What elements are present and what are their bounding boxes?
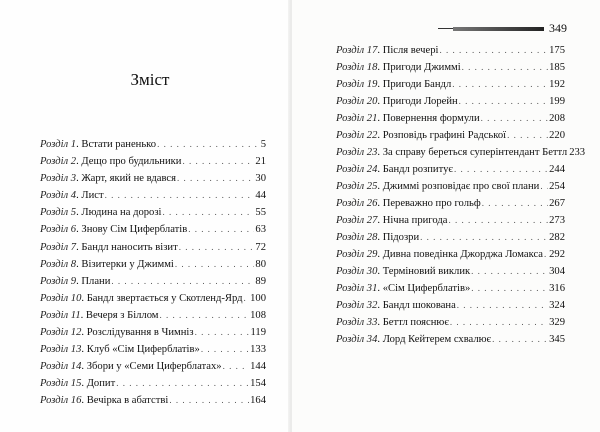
chapter-page-number: 72 [255, 241, 266, 253]
header-rule-thick [453, 27, 544, 31]
dot-leader [223, 358, 250, 375]
toc-entry [40, 392, 266, 409]
toc-entry [40, 256, 266, 273]
toc-entry [336, 297, 565, 314]
dot-leader [162, 204, 254, 221]
chapter-label: Розділ 13 [40, 344, 82, 356]
toc-list-right [336, 42, 586, 348]
dot-leader [544, 246, 548, 263]
toc-entry [40, 290, 266, 307]
chapter-page-number: 100 [250, 292, 266, 304]
toc-entry [336, 161, 565, 178]
toc-entry [336, 263, 565, 280]
contents-heading: Зміст [130, 70, 170, 89]
chapter-title: . Знову Сім Циферблатів [76, 224, 188, 236]
chapter-label: Розділ 12 [40, 327, 82, 339]
dot-leader [105, 187, 255, 204]
chapter-label: Розділ 11 [40, 309, 81, 321]
toc-entry [336, 212, 565, 229]
toc-entry [336, 178, 565, 195]
chapter-title: . Плани [76, 275, 111, 287]
toc-entry [40, 324, 266, 341]
dot-leader [462, 59, 548, 76]
header-rule [438, 27, 544, 31]
chapter-page-number: 44 [255, 190, 266, 202]
dot-leader [457, 297, 548, 314]
chapter-title: . Повернення формули [377, 113, 480, 124]
dot-leader [157, 136, 260, 153]
chapter-label: Розділ 8 [40, 258, 77, 270]
chapter-title: . Дещо про будильники [76, 156, 182, 168]
chapter-label: Розділ 30 [336, 266, 378, 277]
chapter-title: . Лист [76, 190, 104, 202]
chapter-title: . Пригоди Лорейн [377, 96, 458, 107]
chapter-label: Розділ 27 [336, 215, 378, 226]
chapter-page-number: 192 [549, 79, 565, 90]
chapter-title: . За справу береться суперінтендант Беттл [377, 147, 568, 158]
page-number: 349 [549, 21, 567, 35]
toc-entry [40, 358, 266, 375]
chapter-label: Розділ 15 [40, 378, 82, 390]
toc-entry [336, 280, 565, 297]
dot-leader [182, 153, 254, 170]
toc-entry [336, 144, 586, 161]
chapter-page-number: 108 [250, 309, 266, 321]
chapter-title: . Бандл наносить візит [76, 241, 178, 253]
dot-leader [244, 290, 250, 307]
chapter-label: Розділ 26 [336, 198, 378, 209]
chapter-label: Розділ 28 [336, 232, 378, 243]
chapter-label: Розділ 19 [336, 79, 378, 90]
chapter-label: Розділ 24 [336, 164, 378, 175]
chapter-page-number: 244 [549, 164, 565, 175]
chapter-label: Розділ 4 [40, 190, 77, 202]
dot-leader [452, 76, 548, 93]
chapter-page-number: 199 [549, 96, 565, 107]
chapter-page-number: 324 [549, 300, 565, 311]
toc-entry [336, 195, 565, 212]
toc-entry [336, 127, 565, 144]
chapter-label: Розділ 3 [40, 173, 77, 185]
chapter-label: Розділ 23 [336, 147, 378, 158]
chapter-page-number: 30 [255, 173, 266, 185]
chapter-page-number: 119 [250, 327, 266, 339]
toc-entry [40, 187, 266, 204]
dot-leader [450, 314, 548, 331]
chapter-page-number: 282 [549, 232, 565, 243]
dot-leader [195, 324, 250, 341]
chapter-label: Розділ 14 [40, 361, 82, 373]
toc-entry [40, 221, 266, 238]
dot-leader [175, 256, 255, 273]
chapter-page-number: 254 [549, 181, 565, 192]
chapter-title: . Беттл пояснює [377, 317, 449, 328]
chapter-label: Розділ 9 [40, 275, 77, 287]
chapter-label: Розділ 22 [336, 130, 378, 141]
chapter-title: . Джиммі розповідає про свої плани [377, 181, 540, 192]
chapter-title: . Лорд Кейтерем схвалює [377, 334, 492, 345]
dot-leader [160, 307, 250, 324]
dot-leader [179, 239, 255, 256]
chapter-label: Розділ 21 [336, 113, 378, 124]
dot-leader [471, 280, 548, 297]
toc-entry [40, 307, 266, 324]
chapter-label: Розділ 7 [40, 241, 77, 253]
chapter-label: Розділ 20 [336, 96, 378, 107]
chapter-title: . Клуб «Сім Циферблатів» [81, 344, 200, 356]
chapter-label: Розділ 25 [336, 181, 378, 192]
chapter-label: Розділ 34 [336, 334, 378, 345]
dot-leader [471, 263, 548, 280]
dot-leader [540, 178, 548, 195]
toc-entry [336, 93, 565, 110]
chapter-page-number: 220 [549, 130, 565, 141]
dot-leader [481, 110, 549, 127]
chapter-title: . Людина на дорозі [76, 207, 162, 219]
chapter-label: Розділ 16 [40, 395, 82, 407]
chapter-title: . Бандл шокована [377, 300, 456, 311]
dot-leader [454, 161, 548, 178]
toc-entry [40, 341, 266, 358]
dot-leader [482, 195, 548, 212]
dot-leader [188, 221, 254, 238]
toc-entry [336, 110, 565, 127]
dot-leader [448, 212, 548, 229]
chapter-page-number: 329 [549, 317, 565, 328]
chapter-page-number: 89 [255, 275, 266, 287]
chapter-title: . Бандл розпитує [377, 164, 453, 175]
chapter-label: Розділ 33 [336, 317, 378, 328]
chapter-page-number: 292 [549, 249, 565, 260]
dot-leader [459, 93, 548, 110]
chapter-page-number: 5 [260, 139, 266, 150]
toc-entry [40, 239, 266, 256]
chapter-title: . Розповідь графині Радської [377, 130, 507, 141]
chapter-page-number: 63 [255, 224, 266, 236]
dot-leader [177, 170, 254, 187]
chapter-title: . Вечеря з Біллом [80, 309, 159, 321]
chapter-title: . Терміновий виклик [377, 266, 471, 277]
chapter-page-number: 80 [255, 258, 266, 270]
dot-leader [111, 273, 254, 290]
chapter-label: Розділ 10 [40, 292, 82, 304]
toc-entry [336, 246, 565, 263]
chapter-label: Розділ 2 [40, 156, 77, 168]
toc-entry [40, 170, 266, 187]
chapter-page-number: 154 [250, 378, 266, 390]
chapter-title: . Допит [81, 378, 116, 390]
toc-list-left [40, 136, 266, 410]
chapter-title: . Пригоди Джиммі [377, 62, 461, 73]
chapter-page-number: 133 [250, 344, 266, 356]
dot-leader [116, 375, 249, 392]
toc-entry [336, 42, 565, 59]
chapter-title: . Збори у «Семи Циферблатах» [81, 361, 222, 373]
chapter-title: . Підозри [377, 232, 420, 243]
chapter-page-number: 185 [549, 62, 565, 73]
chapter-title: . Після вечері [377, 45, 439, 56]
toc-entry [336, 229, 565, 246]
dot-leader [169, 392, 249, 409]
chapter-title: . Нічна пригода [377, 215, 448, 226]
dot-leader [420, 229, 548, 246]
chapter-page-number: 304 [549, 266, 565, 277]
chapter-label: Розділ 1 [40, 139, 77, 150]
toc-entry [336, 76, 565, 93]
toc-entry [336, 314, 565, 331]
chapter-title: . Розслідування в Чимніз [81, 327, 194, 339]
chapter-page-number: 175 [549, 45, 565, 56]
chapter-page-number: 144 [250, 361, 266, 373]
chapter-title: . Пригоди Бандл [377, 79, 452, 90]
chapter-label: Розділ 18 [336, 62, 378, 73]
chapter-page-number: 233 [569, 147, 586, 158]
toc-entry [40, 204, 266, 221]
toc-entry [40, 153, 266, 170]
chapter-title: . Візитерки у Джиммі [76, 258, 174, 270]
chapter-page-number: 345 [549, 334, 565, 345]
chapter-label: Розділ 31 [336, 283, 378, 294]
chapter-title: . Бандл звертається у Скотленд-Ярд [81, 292, 243, 304]
chapter-page-number: 267 [549, 198, 565, 209]
chapter-title: . Встати раненько [76, 139, 157, 150]
chapter-page-number: 55 [255, 207, 266, 219]
chapter-title: . «Сім Циферблатів» [377, 283, 471, 294]
toc-entry [40, 375, 266, 392]
dot-leader [507, 127, 548, 144]
chapter-page-number: 273 [549, 215, 565, 226]
chapter-page-number: 316 [549, 283, 565, 294]
chapter-label: Розділ 29 [336, 249, 378, 260]
dot-leader [439, 42, 548, 59]
toc-entry [40, 136, 266, 153]
chapter-page-number: 208 [549, 113, 565, 124]
chapter-label: Розділ 5 [40, 207, 77, 219]
left-page [0, 0, 292, 432]
chapter-label: Розділ 6 [40, 224, 77, 236]
toc-entry [336, 59, 565, 76]
chapter-page-number: 21 [255, 156, 266, 168]
toc-entry [336, 331, 565, 348]
chapter-label: Розділ 17 [336, 45, 378, 56]
chapter-title: . Переважно про гольф [377, 198, 481, 209]
chapter-page-number: 164 [250, 395, 266, 407]
chapter-title: . Жарт, який не вдався [76, 173, 176, 185]
dot-leader [201, 341, 249, 358]
chapter-title: . Вечірка в абатстві [81, 395, 169, 407]
chapter-title: . Дивна поведінка Джорджа Ломакса [377, 249, 543, 260]
chapter-label: Розділ 32 [336, 300, 378, 311]
toc-entry [40, 273, 266, 290]
dot-leader [492, 331, 548, 348]
